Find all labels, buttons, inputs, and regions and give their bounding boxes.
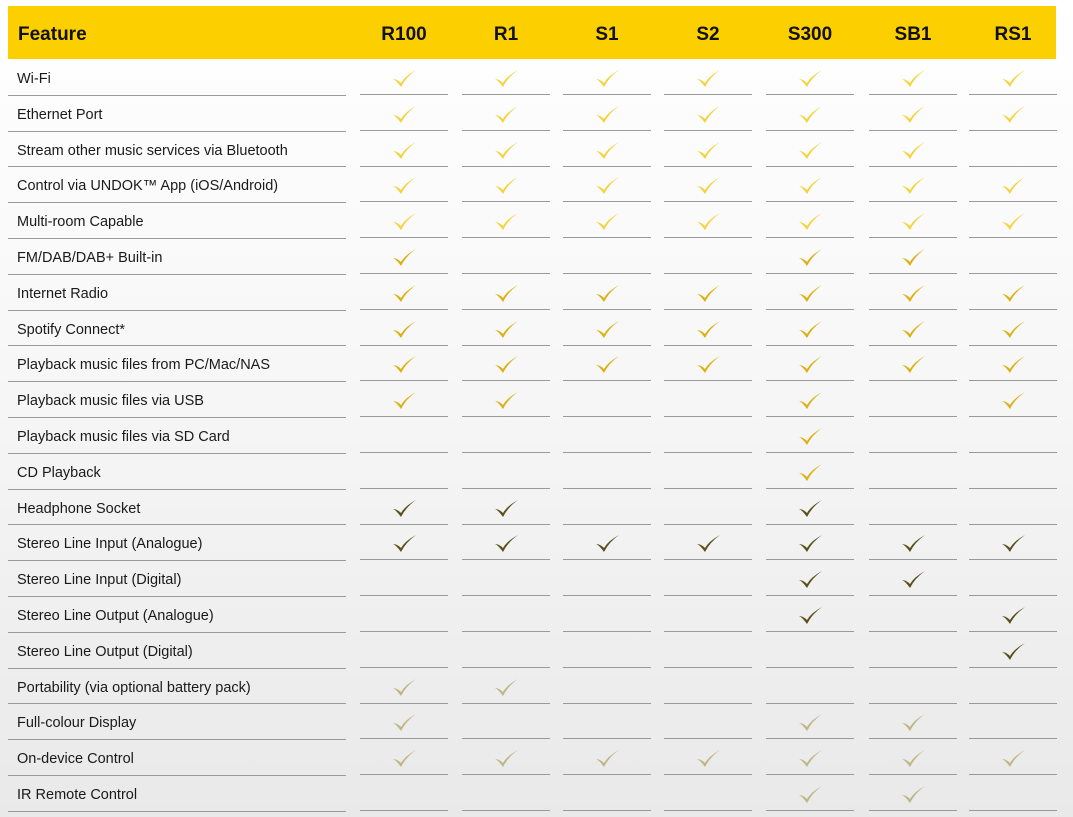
checkmark-icon xyxy=(900,569,926,591)
checkmark-icon xyxy=(900,533,926,555)
cell-rs1 xyxy=(969,633,1057,668)
cell-rs1 xyxy=(969,490,1057,525)
cell-s300 xyxy=(766,561,854,596)
cell-sb1 xyxy=(869,382,957,417)
checkmark-icon xyxy=(797,533,823,555)
cell-sb1 xyxy=(869,633,957,668)
cell-s300 xyxy=(766,382,854,417)
cell-sb1 xyxy=(869,96,957,131)
cell-r1 xyxy=(462,561,550,596)
cell-s2 xyxy=(664,597,752,632)
checkmark-icon xyxy=(695,533,721,555)
checkmark-icon xyxy=(1000,211,1026,233)
checkmark-icon xyxy=(1000,354,1026,376)
cell-r100 xyxy=(360,561,448,596)
checkmark-icon xyxy=(695,319,721,341)
checkmark-icon xyxy=(1000,641,1026,663)
cell-r100 xyxy=(360,418,448,453)
checkmark-icon xyxy=(594,104,620,126)
checkmark-icon xyxy=(594,319,620,341)
checkmark-icon xyxy=(493,140,519,162)
checkmark-icon xyxy=(900,140,926,162)
checkmark-icon xyxy=(797,426,823,448)
cell-s2 xyxy=(664,203,752,238)
cell-s2 xyxy=(664,96,752,131)
cell-s2 xyxy=(664,275,752,310)
checkmark-icon xyxy=(900,354,926,376)
cell-rs1 xyxy=(969,239,1057,274)
cell-sb1 xyxy=(869,167,957,202)
cell-r100 xyxy=(360,311,448,346)
table-row xyxy=(0,490,1073,526)
cell-sb1 xyxy=(869,275,957,310)
checkmark-icon xyxy=(695,104,721,126)
cell-rs1 xyxy=(969,597,1057,632)
cell-s300 xyxy=(766,490,854,525)
cell-r100 xyxy=(360,740,448,775)
cell-s2 xyxy=(664,132,752,167)
feature-label: Internet Radio xyxy=(17,285,109,302)
cell-r1 xyxy=(462,132,550,167)
cell-s300 xyxy=(766,776,854,811)
cell-s2 xyxy=(664,633,752,668)
checkmark-icon xyxy=(1000,104,1026,126)
checkmark-icon xyxy=(594,354,620,376)
cell-rs1 xyxy=(969,311,1057,346)
cell-rs1 xyxy=(969,418,1057,453)
cell-r1 xyxy=(462,275,550,310)
cell-r100 xyxy=(360,346,448,381)
cell-rs1 xyxy=(969,382,1057,417)
table-row xyxy=(0,203,1073,239)
cell-sb1 xyxy=(869,454,957,489)
cell-r100 xyxy=(360,454,448,489)
cell-s2 xyxy=(664,740,752,775)
cell-s1 xyxy=(563,704,651,739)
cell-r1 xyxy=(462,96,550,131)
checkmark-icon xyxy=(391,319,417,341)
checkmark-icon xyxy=(797,104,823,126)
cell-s1 xyxy=(563,60,651,95)
checkmark-icon xyxy=(391,677,417,699)
checkmark-icon xyxy=(493,283,519,305)
cell-r1 xyxy=(462,418,550,453)
header-feature-label: Feature xyxy=(18,24,87,45)
cell-rs1 xyxy=(969,346,1057,381)
cell-s300 xyxy=(766,346,854,381)
checkmark-icon xyxy=(900,748,926,770)
checkmark-icon xyxy=(1000,283,1026,305)
header-model-s2: S2 xyxy=(696,24,720,45)
cell-rs1 xyxy=(969,669,1057,704)
cell-r100 xyxy=(360,525,448,560)
cell-divider xyxy=(969,810,1057,811)
header-model-s300: S300 xyxy=(787,24,833,45)
checkmark-icon xyxy=(391,175,417,197)
cell-sb1 xyxy=(869,60,957,95)
cell-s300 xyxy=(766,167,854,202)
table-row xyxy=(0,633,1073,669)
cell-r1 xyxy=(462,776,550,811)
checkmark-icon xyxy=(1000,533,1026,555)
checkmark-icon xyxy=(797,605,823,627)
cell-s1 xyxy=(563,776,651,811)
cell-r1 xyxy=(462,203,550,238)
cell-divider xyxy=(766,810,854,811)
checkmark-icon xyxy=(1000,319,1026,341)
table-row xyxy=(0,60,1073,96)
table-row xyxy=(0,132,1073,168)
feature-label: CD Playback xyxy=(17,464,101,481)
checkmark-icon xyxy=(797,784,823,806)
table-row xyxy=(0,96,1073,132)
cell-s2 xyxy=(664,60,752,95)
cell-s1 xyxy=(563,525,651,560)
feature-label: On-device Control xyxy=(17,751,134,768)
cell-r1 xyxy=(462,60,550,95)
checkmark-icon xyxy=(391,498,417,520)
cell-s1 xyxy=(563,275,651,310)
checkmark-icon xyxy=(797,319,823,341)
cell-r1 xyxy=(462,704,550,739)
checkmark-icon xyxy=(900,712,926,734)
checkmark-icon xyxy=(797,569,823,591)
cell-s2 xyxy=(664,669,752,704)
cell-r100 xyxy=(360,167,448,202)
table-row xyxy=(0,167,1073,203)
checkmark-icon xyxy=(900,319,926,341)
checkmark-icon xyxy=(797,68,823,90)
cell-s1 xyxy=(563,382,651,417)
cell-r100 xyxy=(360,96,448,131)
table-row xyxy=(0,597,1073,633)
table-row xyxy=(0,346,1073,382)
checkmark-icon xyxy=(391,390,417,412)
cell-r1 xyxy=(462,382,550,417)
checkmark-icon xyxy=(797,175,823,197)
cell-s300 xyxy=(766,454,854,489)
cell-sb1 xyxy=(869,490,957,525)
table-header xyxy=(8,6,1056,59)
checkmark-icon xyxy=(493,175,519,197)
checkmark-icon xyxy=(391,354,417,376)
row-divider xyxy=(8,811,346,812)
cell-s2 xyxy=(664,704,752,739)
cell-rs1 xyxy=(969,740,1057,775)
feature-label: Full-colour Display xyxy=(17,715,137,732)
cell-s1 xyxy=(563,132,651,167)
checkmark-icon xyxy=(493,211,519,233)
checkmark-icon xyxy=(493,748,519,770)
checkmark-icon xyxy=(594,68,620,90)
cell-r1 xyxy=(462,239,550,274)
checkmark-icon xyxy=(594,283,620,305)
cell-r100 xyxy=(360,275,448,310)
cell-s2 xyxy=(664,776,752,811)
feature-label: Stereo Line Input (Digital) xyxy=(17,572,182,589)
checkmark-icon xyxy=(900,104,926,126)
cell-r100 xyxy=(360,669,448,704)
cell-sb1 xyxy=(869,740,957,775)
header-model-r1: R1 xyxy=(493,24,519,45)
table-row xyxy=(0,275,1073,311)
checkmark-icon xyxy=(391,712,417,734)
checkmark-icon xyxy=(797,354,823,376)
cell-sb1 xyxy=(869,203,957,238)
table-row xyxy=(0,740,1073,776)
checkmark-icon xyxy=(797,462,823,484)
table-row xyxy=(0,525,1073,561)
checkmark-icon xyxy=(493,677,519,699)
checkmark-icon xyxy=(391,211,417,233)
checkmark-icon xyxy=(797,390,823,412)
cell-sb1 xyxy=(869,525,957,560)
table-row xyxy=(0,382,1073,418)
checkmark-icon xyxy=(594,211,620,233)
checkmark-icon xyxy=(797,712,823,734)
cell-rs1 xyxy=(969,96,1057,131)
cell-r100 xyxy=(360,704,448,739)
cell-s1 xyxy=(563,418,651,453)
cell-s2 xyxy=(664,418,752,453)
header-model-s1: S1 xyxy=(595,24,619,45)
checkmark-icon xyxy=(797,283,823,305)
cell-r100 xyxy=(360,382,448,417)
checkmark-icon xyxy=(797,498,823,520)
table-row xyxy=(0,669,1073,705)
cell-s2 xyxy=(664,167,752,202)
cell-divider xyxy=(563,810,651,811)
cell-sb1 xyxy=(869,597,957,632)
cell-s1 xyxy=(563,96,651,131)
checkmark-icon xyxy=(1000,605,1026,627)
checkmark-icon xyxy=(493,390,519,412)
feature-label: Playback music files from PC/Mac/NAS xyxy=(17,357,271,374)
feature-label: Spotify Connect* xyxy=(17,321,126,338)
cell-rs1 xyxy=(969,203,1057,238)
feature-label: Stream other music services via Bluetooth xyxy=(17,142,288,159)
feature-label: Control via UNDOK™ App (iOS/Android) xyxy=(17,178,279,195)
header-model-r100: R100 xyxy=(381,24,427,45)
cell-r1 xyxy=(462,454,550,489)
cell-s300 xyxy=(766,311,854,346)
checkmark-icon xyxy=(797,140,823,162)
checkmark-icon xyxy=(695,283,721,305)
cell-rs1 xyxy=(969,704,1057,739)
cell-rs1 xyxy=(969,454,1057,489)
checkmark-icon xyxy=(391,533,417,555)
cell-s2 xyxy=(664,525,752,560)
feature-label: Playback music files via SD Card xyxy=(17,429,230,445)
feature-label: FM/DAB/DAB+ Built-in xyxy=(17,250,163,266)
cell-s2 xyxy=(664,239,752,274)
cell-sb1 xyxy=(869,776,957,811)
cell-s1 xyxy=(563,167,651,202)
table-row xyxy=(0,561,1073,597)
cell-s300 xyxy=(766,96,854,131)
checkmark-icon xyxy=(594,140,620,162)
checkmark-icon xyxy=(695,354,721,376)
checkmark-icon xyxy=(797,247,823,269)
feature-label: Ethernet Port xyxy=(17,106,103,123)
cell-r100 xyxy=(360,633,448,668)
checkmark-icon xyxy=(900,247,926,269)
checkmark-icon xyxy=(695,748,721,770)
cell-s1 xyxy=(563,311,651,346)
cell-s2 xyxy=(664,561,752,596)
cell-rs1 xyxy=(969,132,1057,167)
checkmark-icon xyxy=(391,748,417,770)
cell-s300 xyxy=(766,132,854,167)
cell-s1 xyxy=(563,669,651,704)
cell-s1 xyxy=(563,633,651,668)
checkmark-icon xyxy=(391,283,417,305)
cell-r100 xyxy=(360,203,448,238)
cell-rs1 xyxy=(969,776,1057,811)
checkmark-icon xyxy=(797,211,823,233)
feature-label: Stereo Line Input (Analogue) xyxy=(17,536,203,553)
cell-s1 xyxy=(563,346,651,381)
table-row xyxy=(0,776,1073,812)
checkmark-icon xyxy=(1000,68,1026,90)
cell-s1 xyxy=(563,561,651,596)
cell-r1 xyxy=(462,490,550,525)
cell-rs1 xyxy=(969,167,1057,202)
cell-s1 xyxy=(563,597,651,632)
checkmark-icon xyxy=(695,68,721,90)
cell-r1 xyxy=(462,669,550,704)
cell-s2 xyxy=(664,311,752,346)
cell-sb1 xyxy=(869,418,957,453)
table-row xyxy=(0,311,1073,347)
feature-label: Playback music files via USB xyxy=(17,393,204,410)
cell-s300 xyxy=(766,597,854,632)
feature-label: Stereo Line Output (Digital) xyxy=(17,643,193,660)
cell-s2 xyxy=(664,382,752,417)
checkmark-icon xyxy=(594,533,620,555)
cell-sb1 xyxy=(869,346,957,381)
cell-s300 xyxy=(766,60,854,95)
cell-s2 xyxy=(664,490,752,525)
checkmark-icon xyxy=(1000,748,1026,770)
cell-r1 xyxy=(462,311,550,346)
checkmark-icon xyxy=(1000,175,1026,197)
header-model-rs1: RS1 xyxy=(994,24,1032,45)
cell-r1 xyxy=(462,167,550,202)
checkmark-icon xyxy=(1000,390,1026,412)
cell-divider xyxy=(869,810,957,811)
checkmark-icon xyxy=(391,247,417,269)
cell-s300 xyxy=(766,203,854,238)
cell-sb1 xyxy=(869,311,957,346)
feature-label: Multi-room Capable xyxy=(17,214,144,231)
cell-divider xyxy=(462,810,550,811)
cell-s2 xyxy=(664,346,752,381)
checkmark-icon xyxy=(594,748,620,770)
cell-rs1 xyxy=(969,525,1057,560)
feature-label: IR Remote Control xyxy=(17,787,138,803)
cell-s1 xyxy=(563,740,651,775)
cell-r100 xyxy=(360,490,448,525)
cell-rs1 xyxy=(969,275,1057,310)
cell-sb1 xyxy=(869,704,957,739)
header-model-sb1: SB1 xyxy=(894,24,932,45)
cell-r100 xyxy=(360,239,448,274)
checkmark-icon xyxy=(493,104,519,126)
checkmark-icon xyxy=(391,68,417,90)
cell-r100 xyxy=(360,132,448,167)
checkmark-icon xyxy=(493,533,519,555)
cell-sb1 xyxy=(869,561,957,596)
cell-s1 xyxy=(563,490,651,525)
checkmark-icon xyxy=(695,175,721,197)
checkmark-icon xyxy=(493,68,519,90)
cell-s300 xyxy=(766,669,854,704)
checkmark-icon xyxy=(900,784,926,806)
feature-label: Wi-Fi xyxy=(17,71,51,87)
cell-r100 xyxy=(360,776,448,811)
checkmark-icon xyxy=(900,68,926,90)
checkmark-icon xyxy=(594,175,620,197)
cell-r1 xyxy=(462,346,550,381)
cell-s300 xyxy=(766,740,854,775)
cell-sb1 xyxy=(869,669,957,704)
cell-r1 xyxy=(462,597,550,632)
cell-r100 xyxy=(360,597,448,632)
feature-label: Headphone Socket xyxy=(17,500,141,517)
checkmark-icon xyxy=(900,283,926,305)
cell-sb1 xyxy=(869,132,957,167)
checkmark-icon xyxy=(900,175,926,197)
cell-r1 xyxy=(462,633,550,668)
cell-divider xyxy=(360,810,448,811)
cell-sb1 xyxy=(869,239,957,274)
cell-s300 xyxy=(766,418,854,453)
cell-s1 xyxy=(563,203,651,238)
cell-s2 xyxy=(664,454,752,489)
checkmark-icon xyxy=(493,498,519,520)
cell-s300 xyxy=(766,239,854,274)
feature-label: Stereo Line Output (Analogue) xyxy=(17,608,214,624)
table-row xyxy=(0,454,1073,490)
feature-label: Portability (via optional battery pack) xyxy=(17,679,251,696)
checkmark-icon xyxy=(695,140,721,162)
cell-s300 xyxy=(766,525,854,560)
cell-r100 xyxy=(360,60,448,95)
checkmark-icon xyxy=(797,748,823,770)
table-row xyxy=(0,239,1073,275)
cell-s300 xyxy=(766,275,854,310)
checkmark-icon xyxy=(493,354,519,376)
checkmark-icon xyxy=(695,211,721,233)
checkmark-icon xyxy=(493,319,519,341)
cell-s300 xyxy=(766,704,854,739)
cell-r1 xyxy=(462,740,550,775)
table-row xyxy=(0,418,1073,454)
cell-s1 xyxy=(563,239,651,274)
checkmark-icon xyxy=(900,211,926,233)
checkmark-icon xyxy=(391,104,417,126)
cell-r1 xyxy=(462,525,550,560)
cell-divider xyxy=(664,810,752,811)
cell-rs1 xyxy=(969,561,1057,596)
table-row xyxy=(0,704,1073,740)
cell-s300 xyxy=(766,633,854,668)
cell-s1 xyxy=(563,454,651,489)
checkmark-icon xyxy=(391,140,417,162)
cell-rs1 xyxy=(969,60,1057,95)
